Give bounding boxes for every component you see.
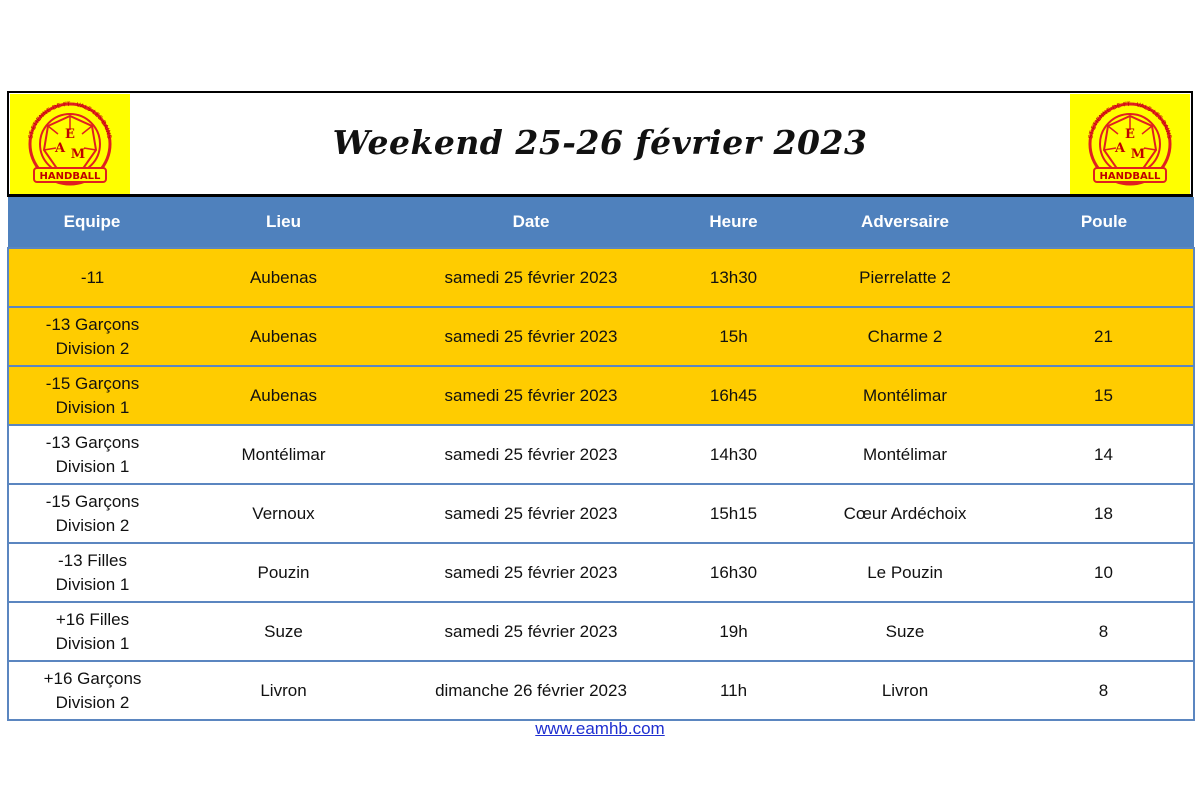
svg-text:ST-ETIENNE-DE-FT · VALS-LES-BA: ST-ETIENNE-DE-FT · VALS-LES-BAINS [27, 100, 113, 140]
cell-adversaire: Suze [796, 602, 1014, 661]
svg-text:ST-ETIENNE-DE-FT · VALS-LES-BA: ST-ETIENNE-DE-FT · VALS-LES-BAINS [1087, 100, 1173, 140]
team-category: +16 Garçons [43, 668, 142, 688]
team-category: -13 Garçons [45, 432, 140, 452]
cell-lieu: Aubenas [176, 366, 391, 425]
cell-heure: 13h30 [671, 248, 796, 307]
svg-text:E: E [65, 127, 75, 142]
cell-equipe [8, 543, 176, 602]
cell-poule: 8 [1014, 602, 1194, 661]
cell-date: samedi 25 février 2023 [391, 366, 671, 425]
page-title: Weekend 25-26 février 2023 [332, 123, 868, 162]
cell-poule: 21 [1014, 307, 1194, 366]
team-division: Division 2 [55, 338, 130, 358]
team-category: +16 Filles [55, 609, 130, 629]
cell-poule: 15 [1014, 366, 1194, 425]
cell-equipe [8, 661, 176, 720]
cell-poule: 14 [1014, 425, 1194, 484]
table-row [8, 661, 1194, 720]
cell-lieu: Aubenas [176, 248, 391, 307]
table-row [8, 307, 1194, 366]
cell-adversaire: Cœur Ardéchoix [796, 484, 1014, 543]
cell-date: samedi 25 février 2023 [391, 307, 671, 366]
cell-equipe [8, 425, 176, 484]
cell-heure: 14h30 [671, 425, 796, 484]
team-division: Division 2 [55, 692, 130, 712]
table-body [8, 248, 1194, 720]
cell-adversaire: Livron [796, 661, 1014, 720]
cell-lieu: Aubenas [176, 307, 391, 366]
cell-lieu: Livron [176, 661, 391, 720]
table-row [8, 543, 1194, 602]
cell-date: dimanche 26 février 2023 [391, 661, 671, 720]
cell-lieu: Vernoux [176, 484, 391, 543]
svg-text:M: M [70, 147, 86, 162]
cell-equipe [8, 602, 176, 661]
team-category: -15 Garçons [45, 373, 140, 393]
cell-lieu: Suze [176, 602, 391, 661]
cell-equipe [8, 484, 176, 543]
team-category: -13 Garçons [45, 314, 140, 334]
svg-text:E: E [1125, 127, 1135, 142]
team-category: -11 [80, 267, 105, 287]
cell-heure: 16h30 [671, 543, 796, 602]
svg-text:A: A [54, 141, 66, 156]
cell-equipe [8, 366, 176, 425]
cell-heure: 15h [671, 307, 796, 366]
column-header-adversaire: Adversaire [796, 197, 1014, 248]
cell-date: samedi 25 février 2023 [391, 543, 671, 602]
table-row [8, 366, 1194, 425]
svg-text:HANDBALL: HANDBALL [1099, 171, 1161, 182]
handball-club-logo-icon [10, 94, 130, 194]
team-category: -13 Filles [58, 550, 127, 570]
column-header-lieu: Lieu [176, 197, 391, 248]
cell-poule: 18 [1014, 484, 1194, 543]
team-division: Division 1 [55, 456, 130, 476]
cell-heure: 16h45 [671, 366, 796, 425]
cell-adversaire: Pierrelatte 2 [796, 248, 1014, 307]
cell-date: samedi 25 février 2023 [391, 484, 671, 543]
cell-date: samedi 25 février 2023 [391, 425, 671, 484]
cell-lieu: Pouzin [176, 543, 391, 602]
team-division: Division 2 [55, 515, 130, 535]
cell-adversaire: Le Pouzin [796, 543, 1014, 602]
column-header-poule: Poule [1014, 197, 1194, 248]
match-schedule-table [7, 197, 1195, 721]
team-category: -15 Garçons [45, 491, 140, 511]
handball-club-logo-icon [1070, 94, 1190, 194]
svg-text:M: M [1130, 147, 1146, 162]
cell-heure: 11h [671, 661, 796, 720]
website-link[interactable]: www.eamhb.com [535, 719, 665, 738]
team-division: Division 1 [55, 574, 130, 594]
table-row [8, 602, 1194, 661]
cell-heure: 19h [671, 602, 796, 661]
schedule-header [7, 91, 1193, 197]
table-row [8, 425, 1194, 484]
table-header-row [8, 197, 1194, 248]
cell-equipe [8, 248, 176, 307]
table-row [8, 248, 1194, 307]
cell-poule: 8 [1014, 661, 1194, 720]
table-row [8, 484, 1194, 543]
svg-text:HANDBALL: HANDBALL [39, 171, 101, 182]
column-header-equipe: Equipe [8, 197, 176, 248]
cell-adversaire: Montélimar [796, 425, 1014, 484]
cell-adversaire: Charme 2 [796, 307, 1014, 366]
svg-text:A: A [1114, 141, 1126, 156]
cell-date: samedi 25 février 2023 [391, 248, 671, 307]
team-division: Division 1 [55, 633, 130, 653]
column-header-date: Date [391, 197, 671, 248]
cell-date: samedi 25 février 2023 [391, 602, 671, 661]
column-header-heure: Heure [671, 197, 796, 248]
cell-equipe [8, 307, 176, 366]
team-division: Division 1 [55, 397, 130, 417]
cell-poule [1014, 248, 1194, 307]
cell-poule: 10 [1014, 543, 1194, 602]
cell-lieu: Montélimar [176, 425, 391, 484]
cell-heure: 15h15 [671, 484, 796, 543]
cell-adversaire: Montélimar [796, 366, 1014, 425]
